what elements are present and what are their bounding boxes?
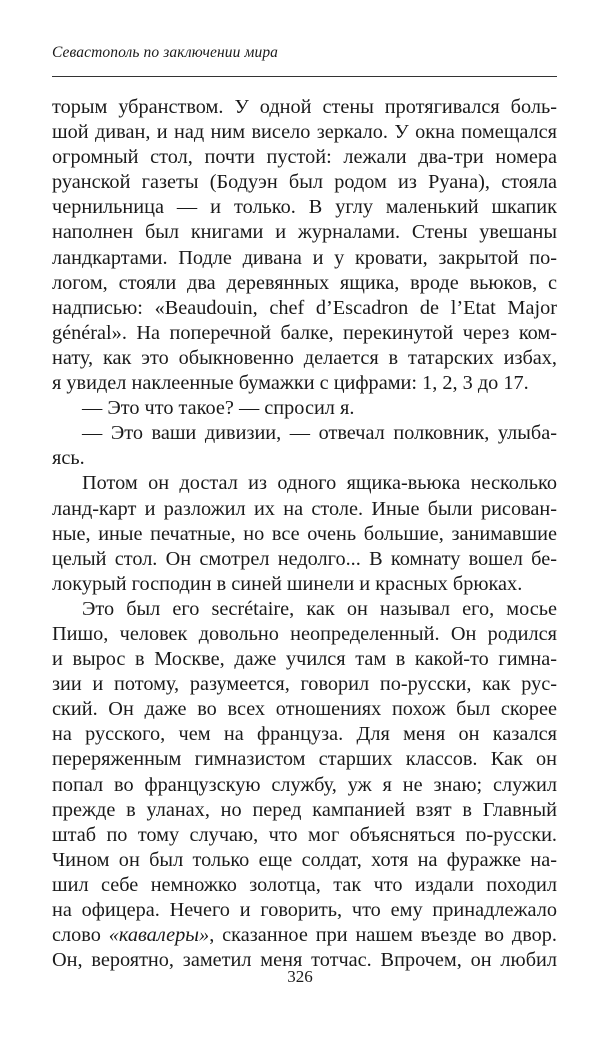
- page-number: 326: [287, 967, 313, 986]
- text-line: штаб по тому случаю, что мог объясняться по-русски.: [52, 823, 557, 846]
- text-line: — Это ваши дивизии, — отвечал полковник, улыба-: [82, 422, 557, 445]
- text-line: и вырос в Москве, даже учился там в какой-то гимна-: [52, 648, 557, 671]
- text-line: Чином он был только еще солдат, хотя на фуражке на-: [52, 848, 557, 871]
- text-line: попал во французскую службу, уж я не знаю; служил: [52, 773, 557, 796]
- running-head-title: Севастополь по заключении мира: [52, 44, 279, 61]
- text-line: огромный стол, почти пустой: лежали два-три номера: [52, 146, 557, 169]
- text-line: руанской газеты (Бодуэн был родом из Руана), стояла: [52, 171, 557, 194]
- text-line: Потом он достал из одного ящика-вьюка несколько: [82, 472, 557, 495]
- text-line: локурый господин в синей шинели и красных брюках.: [52, 572, 523, 595]
- body-text: [52, 95, 557, 973]
- text-line: нату, как это обыкновенно делается в татарских избах,: [52, 346, 557, 369]
- text-line: переряженным гимназистом старших классов. Как он: [52, 748, 557, 771]
- text-line: шой диван, и над ним висело зеркало. У окна помещался: [52, 121, 557, 144]
- text-line: прежде в уланах, но перед кампанией взят в Главный: [52, 798, 557, 821]
- text-line: чернильница — и только. В углу маленький шкапик: [52, 196, 557, 219]
- text-line: Пишо, человек довольно неопределенный. Он родился: [52, 622, 557, 645]
- text-line: я увидел наклеенные бумажки с цифрами: 1, 2, 3 до 17.: [52, 372, 529, 395]
- text-line: — Это что такое? — спросил я.: [82, 397, 355, 420]
- text-line: наполнен был книгами и журналами. Стены увешаны: [52, 221, 557, 244]
- text-line: надписью: «Beaudouin, chef d’Escadron de l’Etat Major: [52, 296, 557, 319]
- text-line: целый стол. Он смотрел недолго... В комнату вошел бе-: [52, 547, 557, 570]
- text-line: général». На поперечной балке, перекинутой через ком-: [52, 321, 557, 344]
- text-line: на русского, чем на француза. Для меня он казался: [52, 723, 557, 746]
- text-line: зии и потому, разумеется, говорил по-русски, как рус-: [52, 673, 557, 696]
- text-line: ский. Он даже во всех отношениях похож был скорее: [52, 698, 557, 721]
- text-line: слово «кавалеры», сказанное при нашем въезде во двор.: [52, 924, 557, 947]
- text-line: ясь.: [52, 447, 85, 470]
- header-rule: [52, 76, 557, 77]
- text-line: Это был его secrétaire, как он называл его, мосье: [82, 597, 557, 620]
- text-line: ландкартами. Подле дивана и у кровати, закрытой по-: [52, 246, 557, 269]
- text-line: торым убранством. У одной стены протягивался боль-: [52, 96, 557, 118]
- italic-word: «кавалеры»: [108, 924, 210, 947]
- text-line: логом, стояли два деревянных ящика, вроде вьюков, с: [52, 271, 557, 294]
- text-line: ланд-карт и разложил их на столе. Иные были рисован-: [52, 497, 557, 520]
- text-line: Он, вероятно, заметил меня тотчас. Впрочем, он любил: [52, 949, 557, 972]
- text-line: ные, иные печатные, но все очень большие, занимавшие: [52, 522, 557, 545]
- text-line: на офицера. Нечего и говорить, что ему принадлежало: [52, 899, 557, 921]
- text-line: шил себе немножко золотца, так что издали походил: [52, 873, 557, 896]
